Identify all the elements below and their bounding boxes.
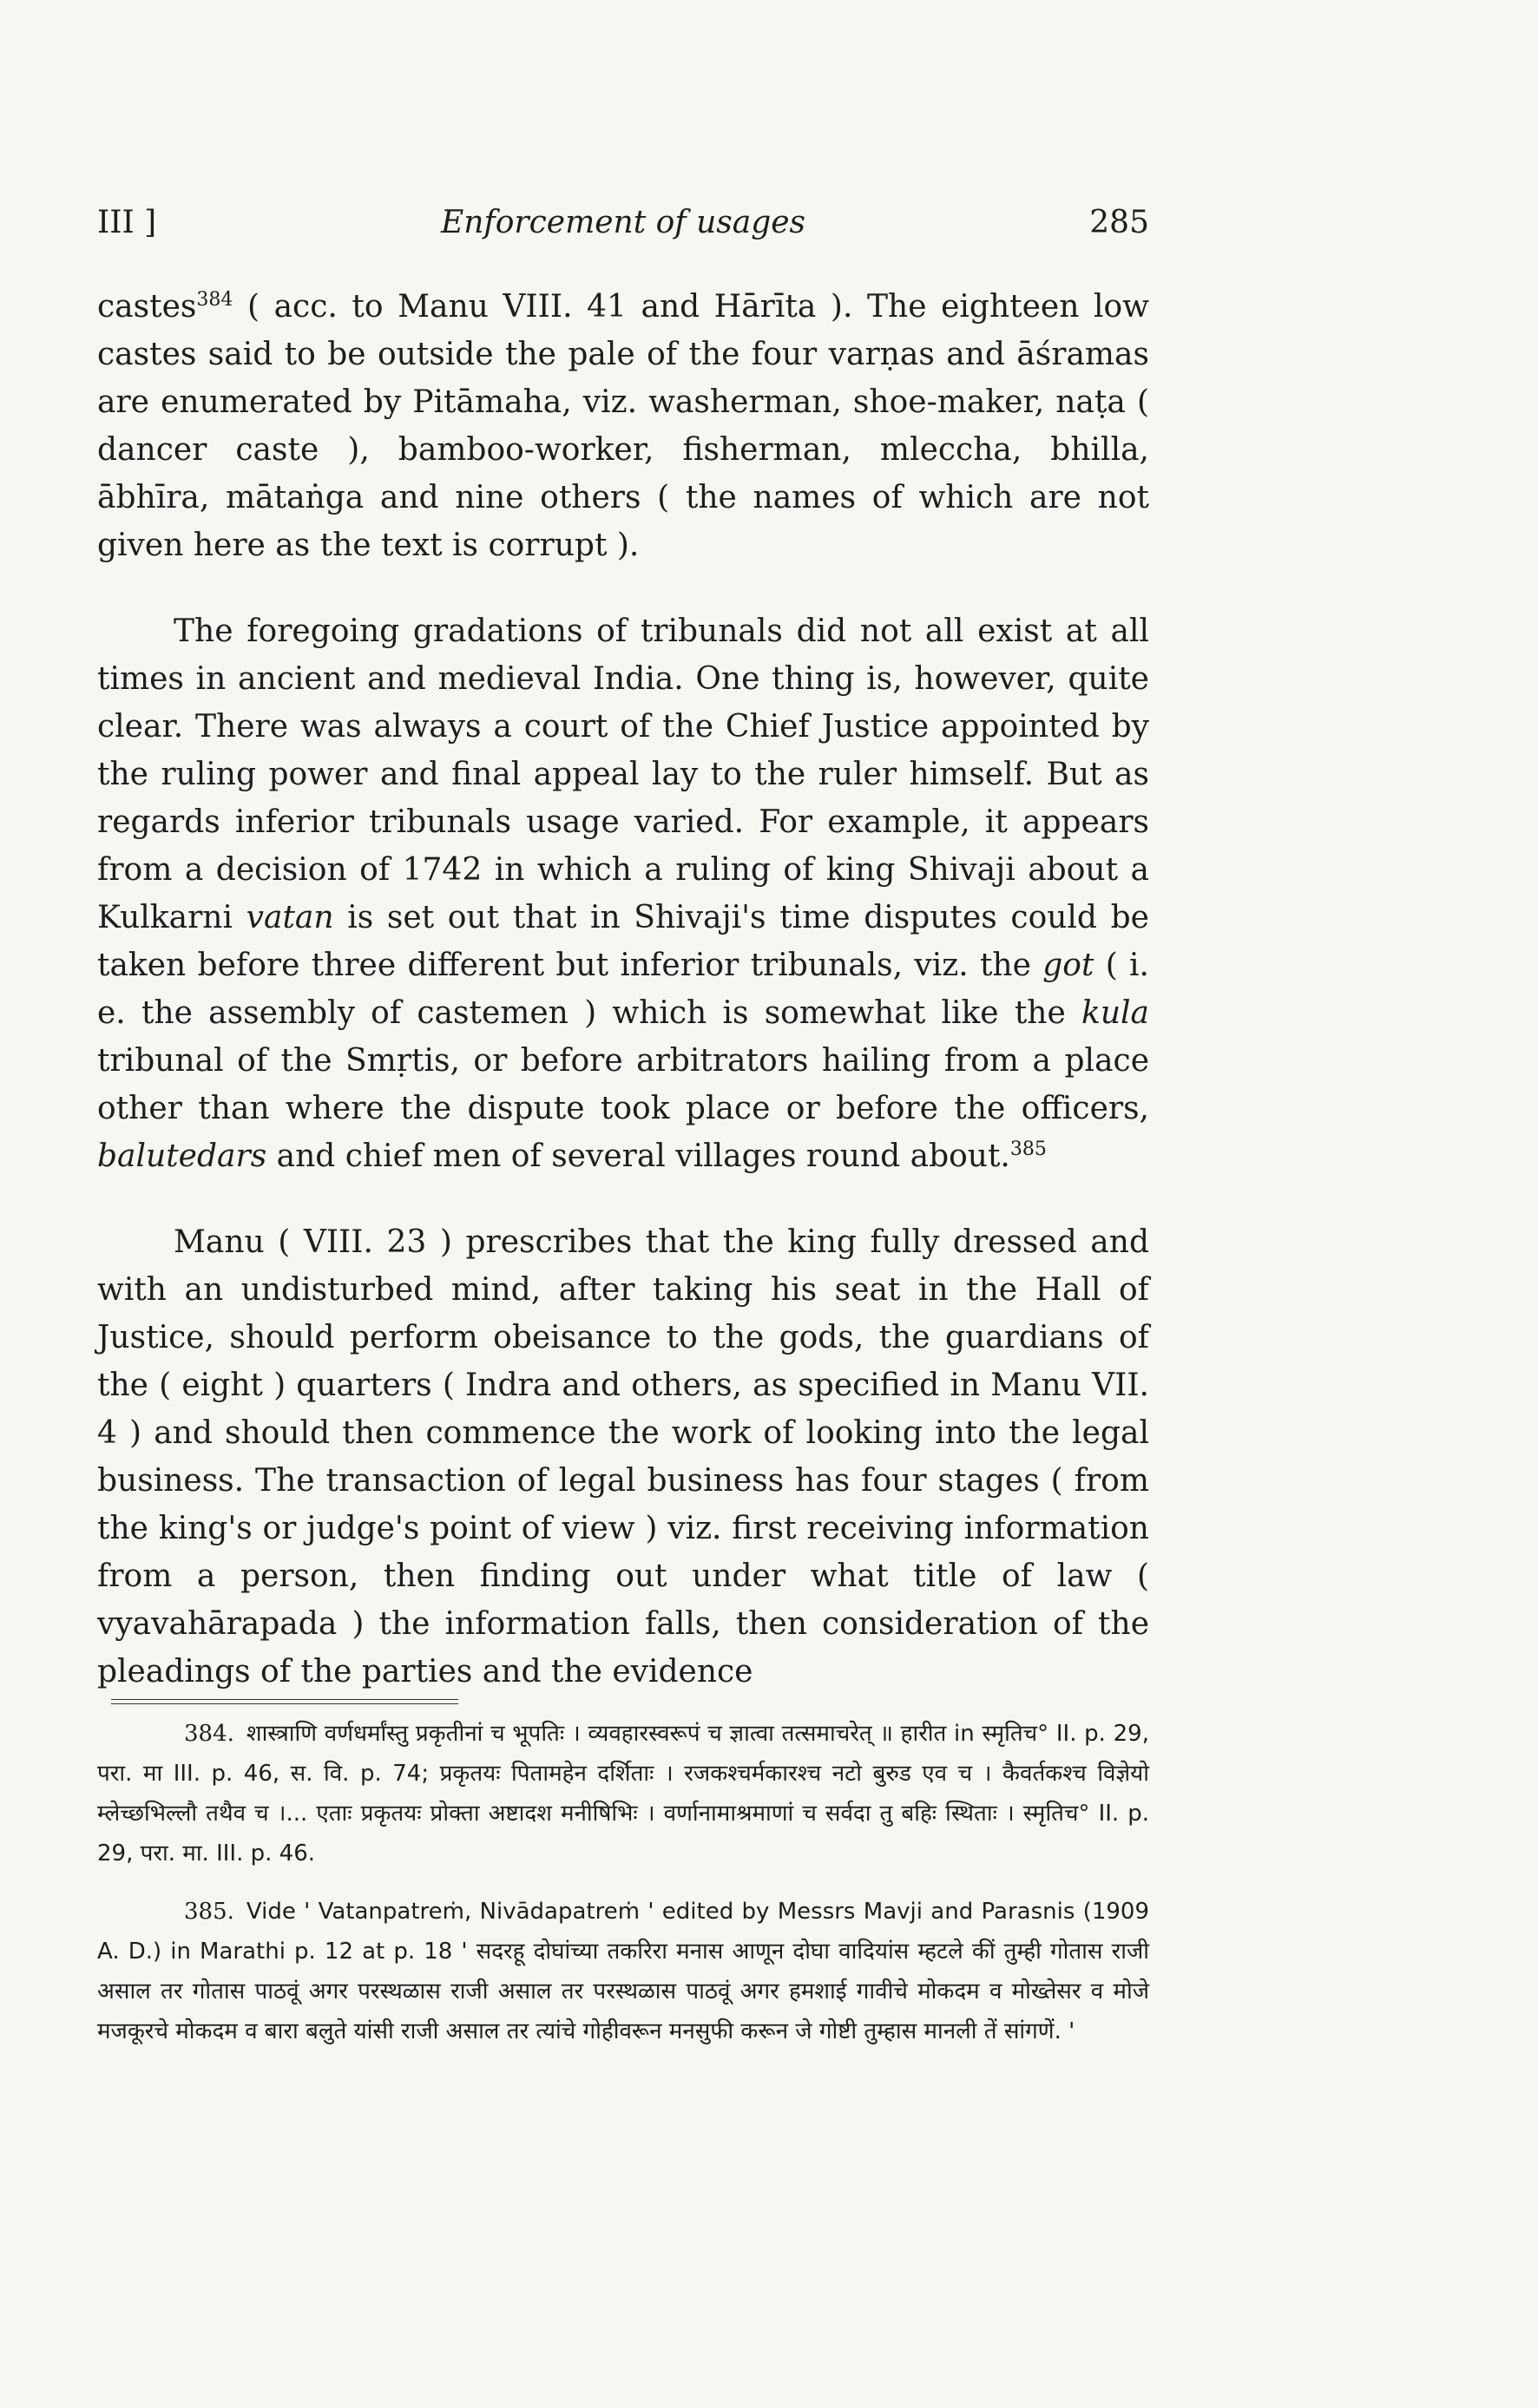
running-title: Enforcement of usages bbox=[440, 205, 806, 240]
text-run: and chief men of several villages round about. bbox=[266, 1138, 1010, 1174]
footnote-text: शास्त्राणि वर्णधर्मांस्तु प्रकृतीनां च भूपतिः । व्यवहारस्वरूपं च ज्ञात्वा तत्समाचरेत् ॥ हारीत in स्मृतिच° II. p. 29, परा. मा III. p. 46, स. वि. p. 74; प्रकृतयः पितामहेन दर्शिताः । रजकश्चर्मकारश्च नटो बुरुड एव च । कैवर्तकश्च विज्ञेयो म्लेच्छभिल्लौ तथैव च ।... एताः प्रकृतयः प्रोक्ता अष्टादश मनीषिभिः । वर्णानामाश्रमाणां च सर्वदा तु बहिः स्थिताः । स्मृतिच° II. p. 29, परा. मा. III. p. 46. bbox=[97, 1721, 1149, 1867]
footnote-text: Vide ' Vatanpatreṁ, Nivādapatreṁ ' edited by Messrs Mavji and Parasnis (1909 A. D.) in Marathi p. 12 at p. 18 ' सदरहू दोघांच्या तकरिरा मनास आणून दोघा वादियांस म्हटले कीं तुम्ही गोतास राजी असाल तर गोतास पाठवूं अगर परस्थळास राजी असाल तर परस्थळास पाठवूं अगर हमशाई गावीचे मोकदम व मोख्तेसर व मोजे मजकूरचे मोकदम व बारा बलुते यांसी राजी असाल तर त्यांचे गोहीवरून मनसुफी करून जे गोष्टी तुम्हास मानली तें सांगणें. ' bbox=[97, 1899, 1149, 2044]
italic-term: kula bbox=[1081, 995, 1149, 1031]
italic-term: balutedars bbox=[97, 1138, 267, 1174]
footnote-number: 384. bbox=[184, 1721, 234, 1747]
text-run: ( acc. to Manu VIII. 41 and Hārīta ). The eighteen low castes said to be outside the pale of the four varṇas and āśramas are enumerated by Pitāmaha, viz. washerman, shoe-maker, naṭa ( dancer caste ), bamboo-worker, fisherman, mleccha, bhilla, ābhīra, mātaṅga and nine others ( the names of which are not given here as the text is corrupt ). bbox=[97, 289, 1149, 563]
main-text bbox=[97, 283, 1149, 1734]
text-run: ( i. e. the assembly of castemen ) which is somewhat like the bbox=[97, 948, 1150, 1031]
text-run: tribunal of the Smṛtis, or before arbitrators hailing from a place other than where the dispute took place or before the officers, bbox=[97, 1043, 1149, 1126]
italic-term: vatan bbox=[246, 900, 334, 935]
text-run: The foregoing gradations of tribunals did not all exist at all times in ancient and medieval India. One thing is, however, quite clear. There was always a court of the Chief Justice appointed by the ruling power and final appeal lay to the ruler himself. But as regards inferior tribunals usage varied. For example, it appears from a decision of 1742 in which a ruling of king Shivaji about a Kulkarni bbox=[97, 613, 1149, 935]
footnote-385 bbox=[97, 1892, 1149, 2051]
text-run: castes bbox=[97, 289, 197, 325]
section-marker: III ] bbox=[97, 205, 157, 240]
text-run: is set out that in Shivaji's time disputes could be taken before three different but inferior tribunals, viz. the bbox=[97, 900, 1149, 983]
footnote-number: 385. bbox=[184, 1899, 234, 1925]
paragraph bbox=[97, 607, 1149, 1180]
italic-term: got bbox=[1042, 948, 1094, 983]
paragraph bbox=[97, 283, 1149, 569]
footnote-384 bbox=[97, 1714, 1149, 1873]
footnote-separator bbox=[111, 1699, 458, 1704]
paragraph bbox=[97, 1218, 1149, 1696]
footnote-reference: 385 bbox=[1009, 1138, 1047, 1160]
text-run: Manu ( VIII. 23 ) prescribes that the king fully dressed and with an undisturbed mind, after taking his seat in the Hall of Justice, should perform obeisance to the gods, the guardians of the ( eight ) quarters ( Indra and others, as specified in Manu VII. 4 ) and should then commence the work of looking into the legal business. The transaction of legal business has four stages ( from the king's or judge's point of view ) viz. first receiving information from a person, then finding out under what title of law ( vyavahārapada ) the information falls, then consideration of the pleadings of the parties and the evidence bbox=[97, 1224, 1149, 1690]
footnote-reference: 384 bbox=[196, 289, 233, 311]
running-header bbox=[97, 205, 1149, 257]
page-number: 285 bbox=[1089, 205, 1149, 240]
